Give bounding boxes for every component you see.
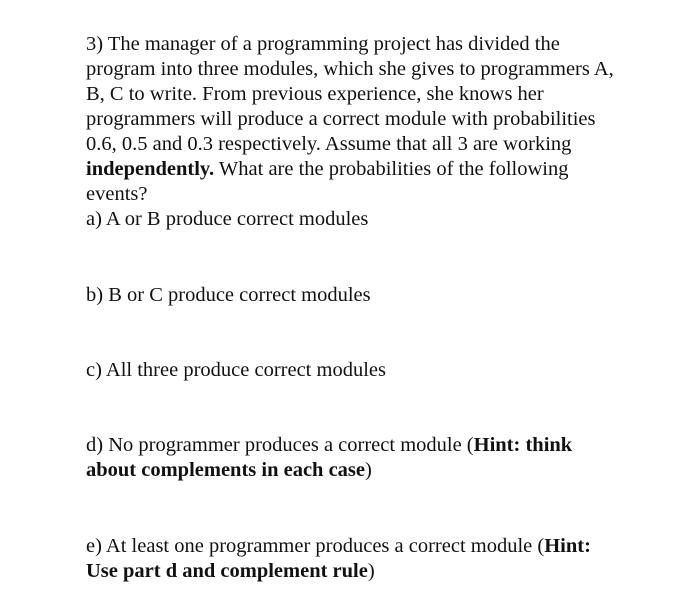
prompt-line-4: programmers will produce a correct module with probabilities — [86, 108, 596, 130]
prompt-line-3: B, C to write. From previous experience, she knows her — [86, 83, 544, 105]
question-document — [86, 32, 646, 582]
independently-emphasis: independently. — [86, 158, 215, 180]
part-d-hint-1: Hint: think — [473, 434, 573, 456]
part-e — [86, 534, 646, 584]
part-e-close: ) — [367, 560, 375, 582]
part-e-hint-1: Hint: — [544, 535, 591, 557]
prompt-line-6 — [86, 157, 646, 182]
part-c: c) All three produce correct modules — [86, 359, 386, 381]
part-a: a) A or B produce correct modules — [86, 208, 369, 230]
part-b: b) B or C produce correct modules — [86, 284, 371, 306]
part-d-hint-2: about complements in each case — [86, 459, 366, 481]
prompt-line-1: 3) The manager of a programming project has divided the — [86, 33, 560, 55]
question-prompt — [86, 32, 646, 207]
part-e-text: e) At least one programmer produces a correct module ( — [86, 535, 545, 557]
prompt-line-7: events? — [86, 183, 148, 205]
part-e-hint-2: Use part d and complement rule — [86, 560, 368, 582]
part-d-text: d) No programmer produces a correct module ( — [86, 434, 474, 456]
part-d — [86, 433, 646, 483]
prompt-line-5: 0.6, 0.5 and 0.3 respectively. Assume that all 3 are working — [86, 133, 572, 155]
part-d-close: ) — [365, 459, 372, 481]
prompt-line-2: program into three modules, which she gives to programmers A, — [86, 58, 614, 80]
prompt-line-6-rest: What are the probabilities of the following — [214, 158, 569, 180]
